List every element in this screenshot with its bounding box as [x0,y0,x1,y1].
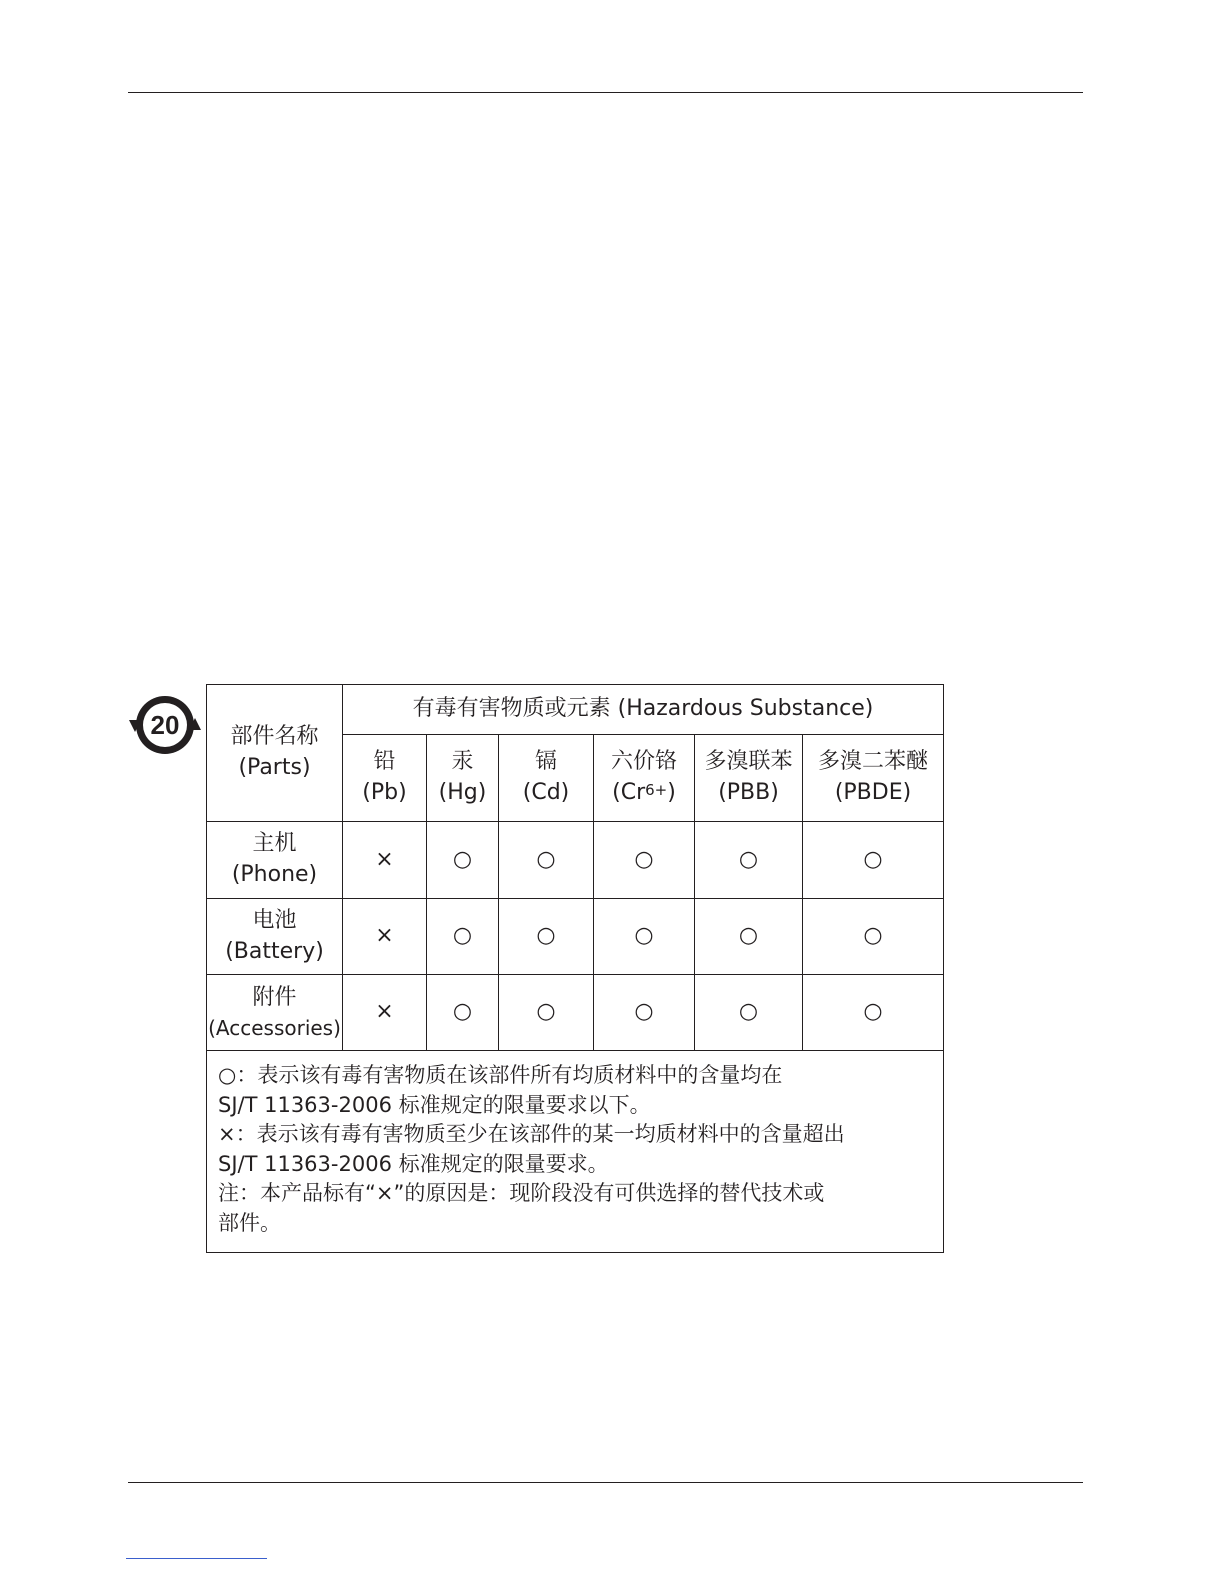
table-row [207,822,944,899]
substance-header-hg [427,735,499,822]
value-cell: ○ [803,975,944,1051]
value-cell: × [343,822,427,899]
part-en: (Battery) [225,938,324,964]
substance-zh: 多溴联苯 [704,749,793,775]
substance-zh: 汞 [451,749,474,775]
substance-en: (PBB) [718,780,779,805]
hazard-header: 有毒有害物质或元素 (Hazardous Substance) [343,685,944,735]
substance-header-cd [499,735,594,822]
environmental-protection-use-period-logo [127,690,203,760]
part-name-battery [207,899,343,975]
note-line: 注：本产品标有“×”的原因是：现阶段没有可供选择的替代技术或 [218,1181,825,1205]
value-cell: × [343,899,427,975]
value-cell: ○ [594,899,695,975]
substance-en: (Cd) [522,780,570,805]
value-cell: ○ [499,822,594,899]
part-en: (Accessories) [208,1015,341,1040]
footer-rule [128,1482,1083,1483]
value-cell: × [343,975,427,1051]
note-line: ○：表示该有毒有害物质在该部件所有均质材料中的含量均在 [218,1063,783,1087]
value-cell: ○ [594,822,695,899]
part-zh: 附件 [252,985,297,1011]
part-zh: 主机 [252,831,297,857]
value-cell: ○ [499,899,594,975]
parts-header-en: (Parts) [238,755,311,780]
value-cell: ○ [803,899,944,975]
value-cell: ○ [695,822,803,899]
table-row [207,899,944,975]
substance-en [594,778,694,809]
table-row [207,975,944,1051]
value-cell: ○ [695,899,803,975]
part-en: (Phone) [231,862,318,887]
value-cell: ○ [427,822,499,899]
substance-en-superscript: 6+ [645,781,668,799]
part-name-phone [207,822,343,899]
substance-zh: 六价铬 [610,749,677,775]
substance-en: (Pb) [362,780,407,805]
part-name-accessories [207,975,343,1051]
substance-en: (Hg) [438,780,487,805]
parts-header [207,685,343,822]
substance-header-pbb [695,735,803,822]
note-line: SJ/T 11363-2006 标准规定的限量要求以下。 [218,1092,651,1117]
header-rule [128,92,1083,93]
footnote-separator [126,1558,267,1559]
note-line: ×：表示该有毒有害物质至少在该部件的某一均质材料中的含量超出 [218,1122,845,1146]
substance-header-cr6 [594,735,695,822]
logo-number: 20 [150,710,180,740]
value-cell: ○ [803,822,944,899]
hazardous-substance-table [206,684,944,1253]
substance-header-pb [343,735,427,822]
part-zh: 电池 [252,907,297,933]
substance-zh: 铅 [373,749,396,775]
substance-en-prefix: (Cr [612,780,646,805]
value-cell: ○ [594,975,695,1051]
parts-header-zh: 部件名称 [230,724,319,750]
substance-zh: 镉 [534,749,557,775]
value-cell: ○ [695,975,803,1051]
substance-en-suffix: ) [667,780,676,805]
substance-header-pbde [803,735,944,822]
table-notes [207,1051,944,1253]
note-line: SJ/T 11363-2006 标准规定的限量要求。 [218,1151,609,1176]
substance-en: (PBDE) [834,780,912,805]
value-cell: ○ [427,899,499,975]
note-line: 部件。 [218,1210,281,1235]
value-cell: ○ [427,975,499,1051]
substance-zh: 多溴二苯醚 [817,749,928,775]
value-cell: ○ [499,975,594,1051]
